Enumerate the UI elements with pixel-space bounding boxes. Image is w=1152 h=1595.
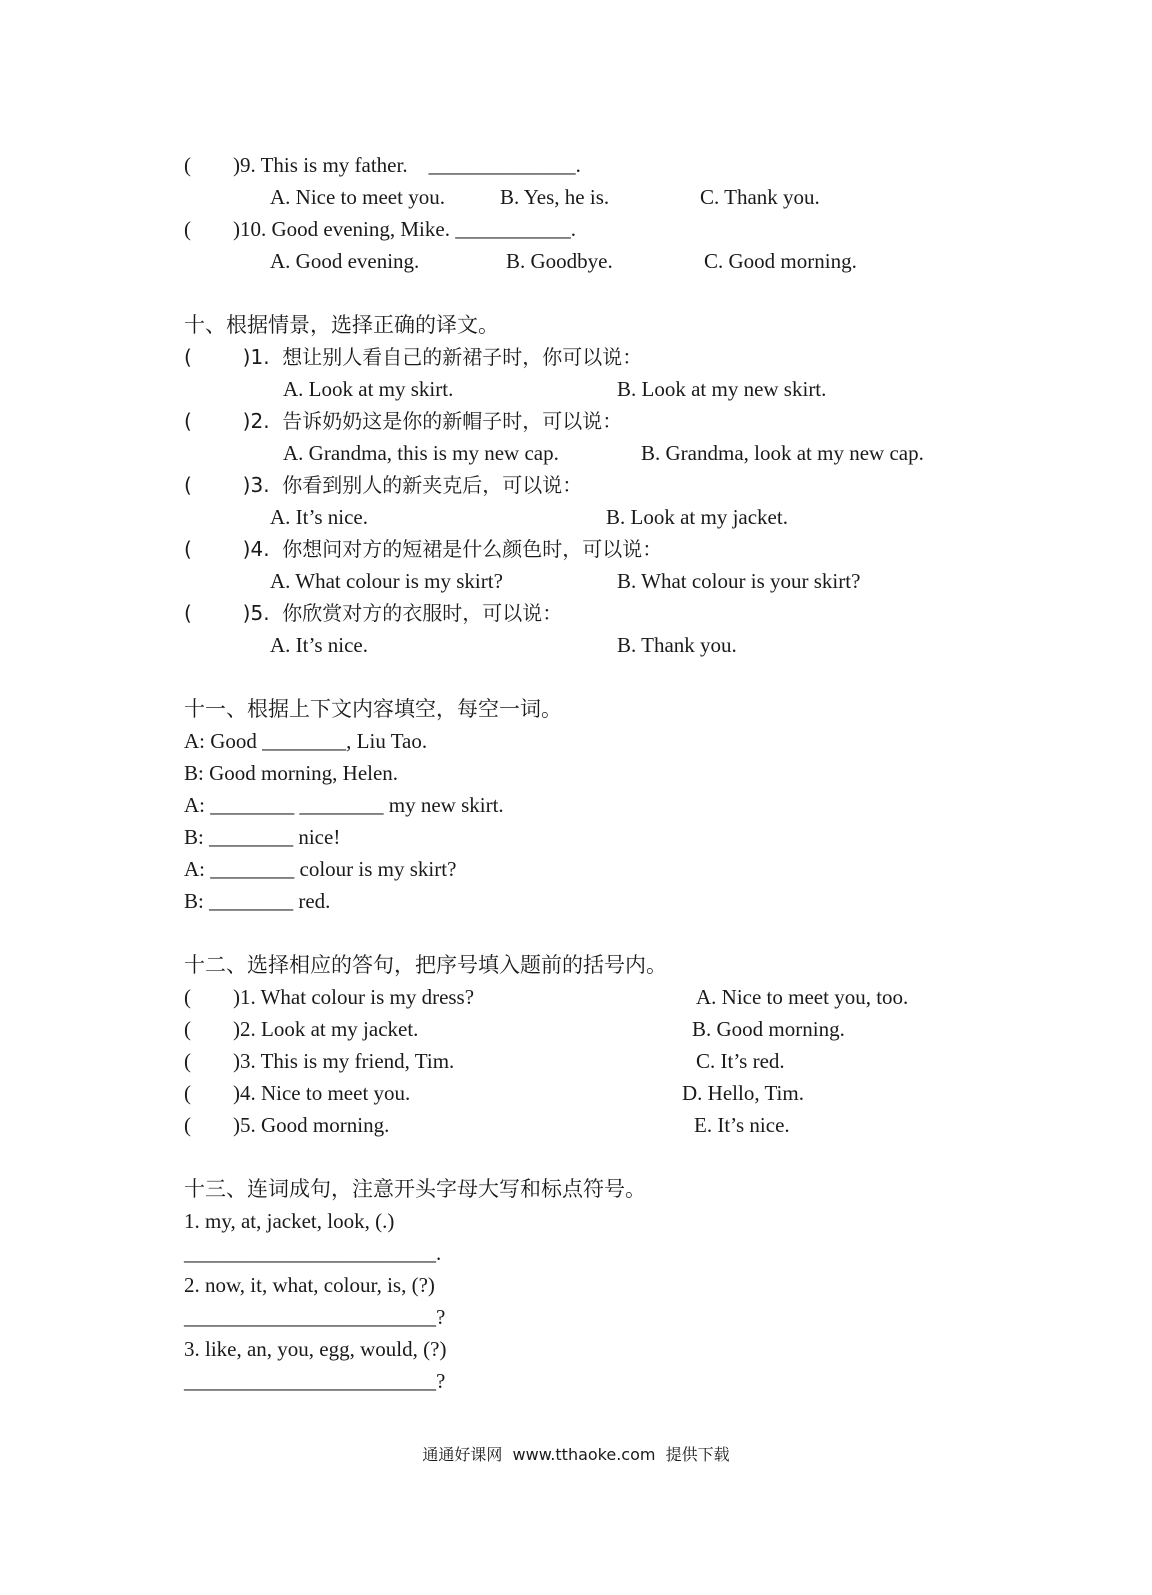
s10-q3-option-a: A. It’s nice. [270, 505, 368, 529]
s13-answer-line-3: ________________________? [184, 1369, 446, 1393]
dialogue-line-3: A: ________ ________ my new skirt. [184, 793, 504, 817]
s12-question-3: ( )3. This is my friend, Tim. [184, 1049, 455, 1073]
section-13-title: 十三、连词成句，注意开头字母大写和标点符号。 [184, 1177, 646, 1201]
s12-answer-d: D. Hello, Tim. [682, 1081, 804, 1105]
s12-question-2: ( )2. Look at my jacket. [184, 1017, 419, 1041]
dialogue-line-2: B: Good morning, Helen. [184, 761, 399, 785]
section-11-title: 十一、根据上下文内容填空，每空一词。 [184, 697, 562, 721]
page-footer: 通通好课网 www.tthaoke.com 提供下载 [422, 1445, 730, 1464]
s13-item-1: 1. my, at, jacket, look, (.) [184, 1209, 395, 1233]
dialogue-line-6: B: ________ red. [184, 889, 331, 913]
question-10: ( )10. Good evening, Mike. ___________. [184, 217, 576, 241]
dialogue-line-5: A: ________ colour is my skirt? [184, 857, 457, 881]
s12-question-5: ( )5. Good morning. [184, 1113, 390, 1137]
s12-answer-b: B. Good morning. [692, 1017, 845, 1041]
section-10-title: 十、根据情景，选择正确的译文。 [184, 313, 499, 337]
question-10-option-c: C. Good morning. [704, 249, 857, 273]
s10-q5-option-b: B. Thank you. [617, 633, 737, 657]
s12-answer-c: C. It’s red. [696, 1049, 785, 1073]
s13-item-2: 2. now, it, what, colour, is, (?) [184, 1273, 435, 1297]
dialogue-line-1: A: Good ________, Liu Tao. [184, 729, 428, 753]
s13-answer-line-1: ________________________. [184, 1241, 442, 1265]
s10-q3-option-b: B. Look at my jacket. [606, 505, 788, 529]
s10-q5-option-a: A. It’s nice. [270, 633, 368, 657]
question-9-option-c: C. Thank you. [700, 185, 820, 209]
question-10-option-a: A. Good evening. [270, 249, 420, 273]
s10-q2-option-b: B. Grandma, look at my new cap. [641, 441, 924, 465]
s10-q4-option-a: A. What colour is my skirt? [270, 569, 503, 593]
s10-q1-option-a: A. Look at my skirt. [283, 377, 454, 401]
s10-question-5: ( )5. 你欣赏对方的衣服时，可以说： [184, 601, 563, 625]
question-9-option-a: A. Nice to meet you. [270, 185, 445, 209]
s10-question-3: ( )3. 你看到别人的新夹克后，可以说： [184, 473, 583, 497]
s13-answer-line-2: ________________________? [184, 1305, 446, 1329]
s10-question-1: ( )1. 想让别人看自己的新裙子时，你可以说： [184, 345, 643, 369]
s13-item-3: 3. like, an, you, egg, would, (?) [184, 1337, 447, 1361]
s12-question-1: ( )1. What colour is my dress? [184, 985, 475, 1009]
dialogue-line-4: B: ________ nice! [184, 825, 341, 849]
s10-q2-option-a: A. Grandma, this is my new cap. [283, 441, 559, 465]
s10-q4-option-b: B. What colour is your skirt? [617, 569, 861, 593]
s12-answer-e: E. It’s nice. [694, 1113, 790, 1137]
s12-answer-a: A. Nice to meet you, too. [696, 985, 909, 1009]
question-9-option-b: B. Yes, he is. [500, 185, 610, 209]
question-10-option-b: B. Goodbye. [506, 249, 613, 273]
s10-q1-option-b: B. Look at my new skirt. [617, 377, 827, 401]
s12-question-4: ( )4. Nice to meet you. [184, 1081, 411, 1105]
s10-question-4: ( )4. 你想问对方的短裙是什么颜色时，可以说： [184, 537, 663, 561]
question-9: ( )9. This is my father. ______________. [184, 153, 581, 177]
s10-question-2: ( )2. 告诉奶奶这是你的新帽子时，可以说： [184, 409, 623, 433]
section-12-title: 十二、选择相应的答句，把序号填入题前的括号内。 [184, 953, 667, 977]
